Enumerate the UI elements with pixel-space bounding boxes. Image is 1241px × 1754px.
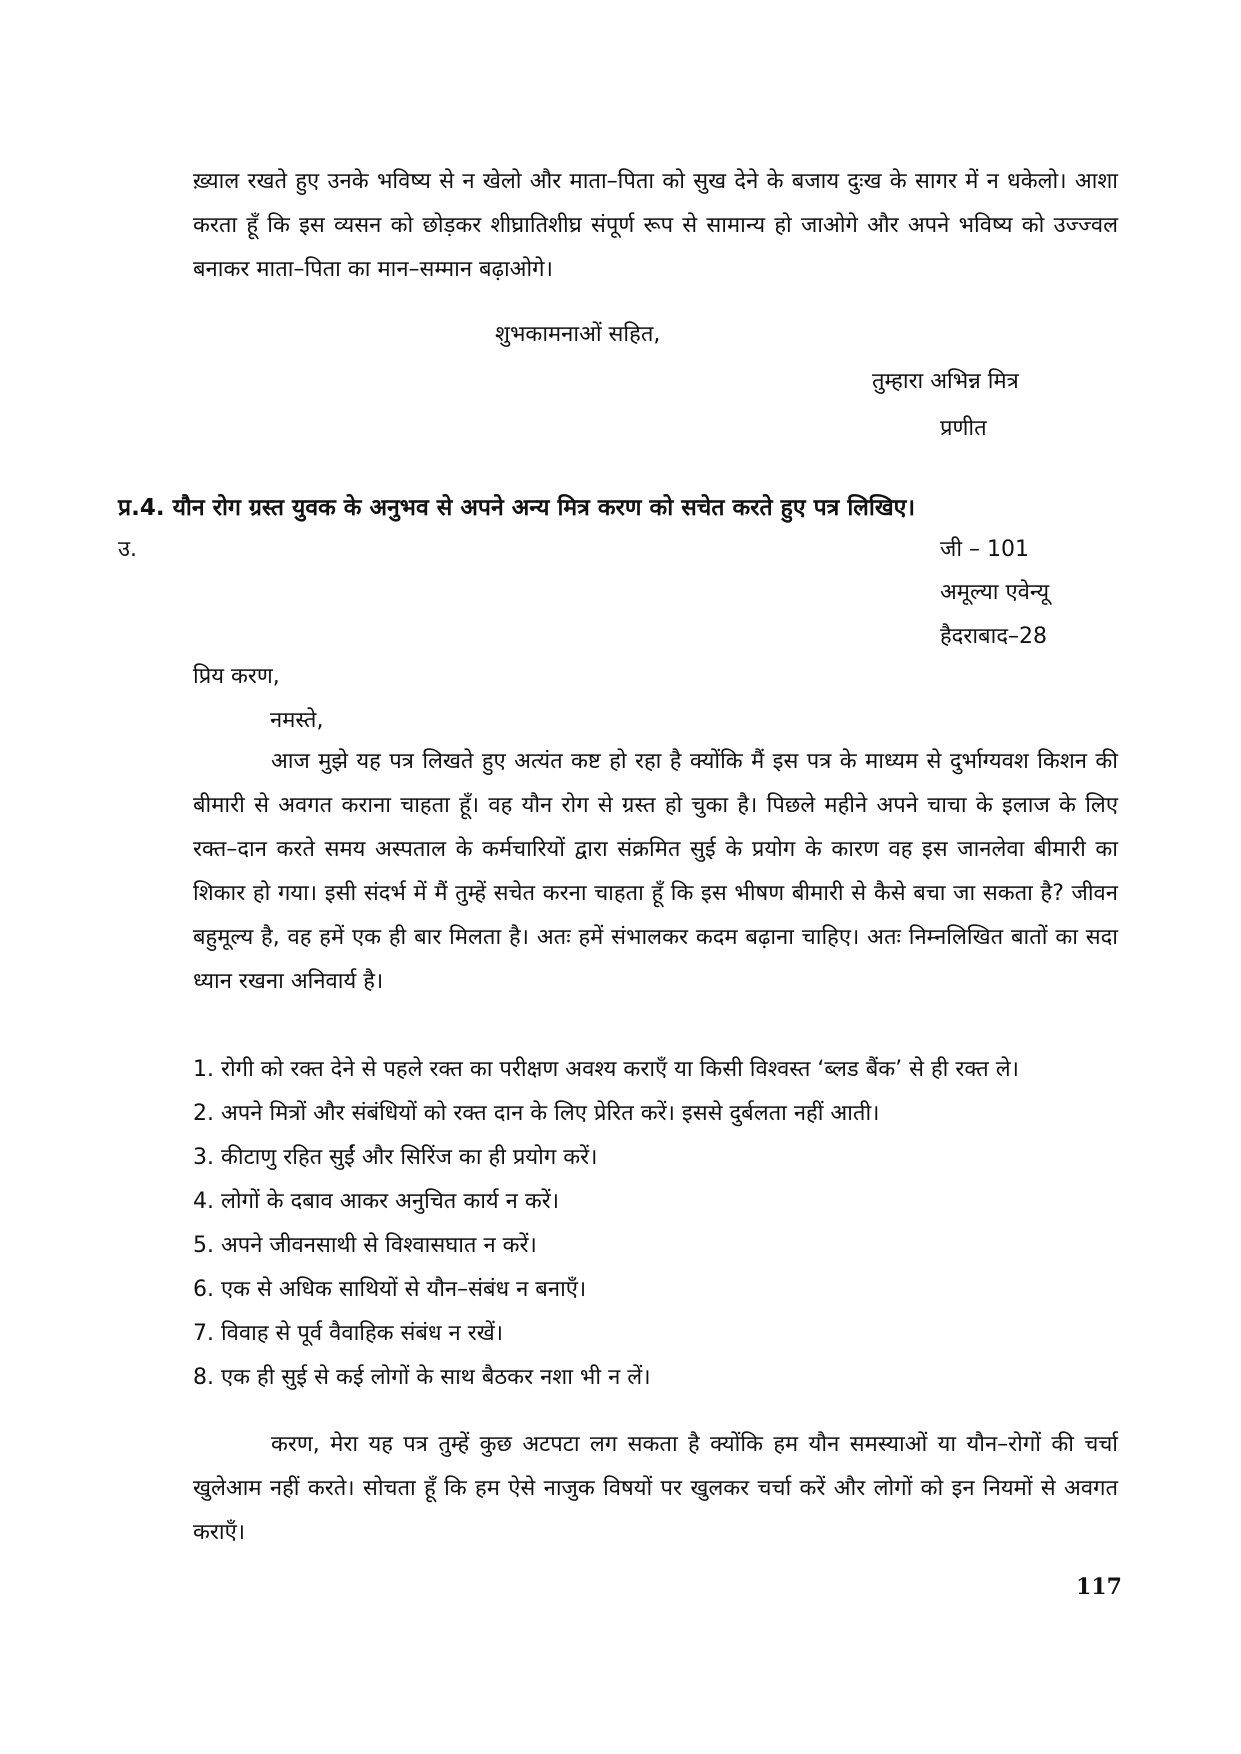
list-item: 2. अपने मित्रों और संबंधियों को रक्त दान के लिए प्रेरित करें। इससे दुर्बलता नहीं आती। xyxy=(193,1101,880,1126)
list-item: 8. एक ही सुई से कई लोगों के साथ बैठकर नशा भी न लें। xyxy=(193,1365,651,1390)
address-line-2: अमूल्या एवेन्यू xyxy=(940,580,1050,605)
letter-final-paragraph: करण, मेरा यह पत्र तुम्हें कुछ अटपटा लग सकता है क्योंकि हम यौन समस्याओं या यौन–रोगों की चर्चा खुलेआम नहीं करते। सोचता हूँ कि हम ऐसे नाजुक विषयों पर खुलकर चर्चा करें और लोगों को इन नियमों से अवगत कराएँ। xyxy=(193,1432,1118,1545)
previous-letter-sign-off: तुम्हारा अभिन्न मित्र xyxy=(872,369,1019,394)
list-item: 1. रोगी को रक्त देने से पहले रक्त का परीक्षण अवश्य कराएँ या किसी विश्वस्त ‘ब्लड बैंक’ से ही रक्त ले। xyxy=(193,1057,1019,1082)
letter-body-paragraph: आज मुझे यह पत्र लिखते हुए अत्यंत कष्ट हो रहा है क्योंकि मैं इस पत्र के माध्यम से दुर्भाग्यवश किशन की बीमारी से अवगत कराना चाहता हूँ। वह यौन रोग से ग्रस्त हो चुका है। पिछले महीने अपने चाचा के इलाज के लिए रक्त–दान करते समय अस्पताल के कर्मचारियों द्वारा संक्रमित सुई के प्रयोग के कारण वह इस जानलेवा बीमारी का शिकार हो गया। इसी संदर्भ में मैं तुम्हें सचेत करना चाहता हूँ कि इस भीषण बीमारी से कैसे बचा जा सकता है? जीवन बहुमूल्य है, वह हमें एक ही बार मिलता है। अतः हमें संभालकर कदम बढ़ाना चाहिए। अतः निम्नलिखित बातों का सदा ध्यान रखना अनिवार्य है। xyxy=(193,749,1118,994)
list-item: 6. एक से अधिक साथियों से यौन–संबंध न बनाएँ। xyxy=(193,1277,587,1302)
page-number: 117 xyxy=(1076,1574,1122,1600)
list-item: 4. लोगों के दबाव आकर अनुचित कार्य न करें। xyxy=(193,1189,560,1214)
greeting: नमस्ते, xyxy=(270,708,324,733)
list-item: 7. विवाह से पूर्व वैवाहिक संबंध न रखें। xyxy=(193,1321,504,1346)
list-item: 3. कीटाणु रहित सुईं और सिरिंज का ही प्रयोग करें। xyxy=(193,1145,598,1170)
answer-marker: उ. xyxy=(118,537,138,562)
salutation: प्रिय करण, xyxy=(193,664,280,689)
previous-letter-closing-paragraph: ख़्याल रखते हुए उनके भविष्य से न खेलो और माता–पिता को सुख देने के बजाय दुःख के सागर में न धकेलो। आशा करता हूँ कि इस व्यसन को छोड़कर शीघ्रातिशीघ्र संपूर्ण रूप से सामान्य हो जाओगे और अपने भविष्य को उज्ज्वल बनाकर माता–पिता का मान–सम्मान बढ़ाओगे। xyxy=(193,169,1118,282)
previous-letter-wishes: शुभकामनाओं सहित, xyxy=(495,322,661,347)
list-item: 5. अपने जीवनसाथी से विश्वासघात न करें। xyxy=(193,1233,537,1258)
address-line-1: जी – 101 xyxy=(940,537,1029,562)
previous-letter-signature: प्रणीत xyxy=(940,416,987,441)
question-heading: प्र.4. यौन रोग ग्रस्त युवक के अनुभव से अपने अन्य मित्र करण को सचेत करते हुए पत्र लिखिए। xyxy=(118,495,916,521)
address-line-3: हैदराबाद–28 xyxy=(940,624,1047,649)
precautions-list xyxy=(193,1048,1118,1400)
